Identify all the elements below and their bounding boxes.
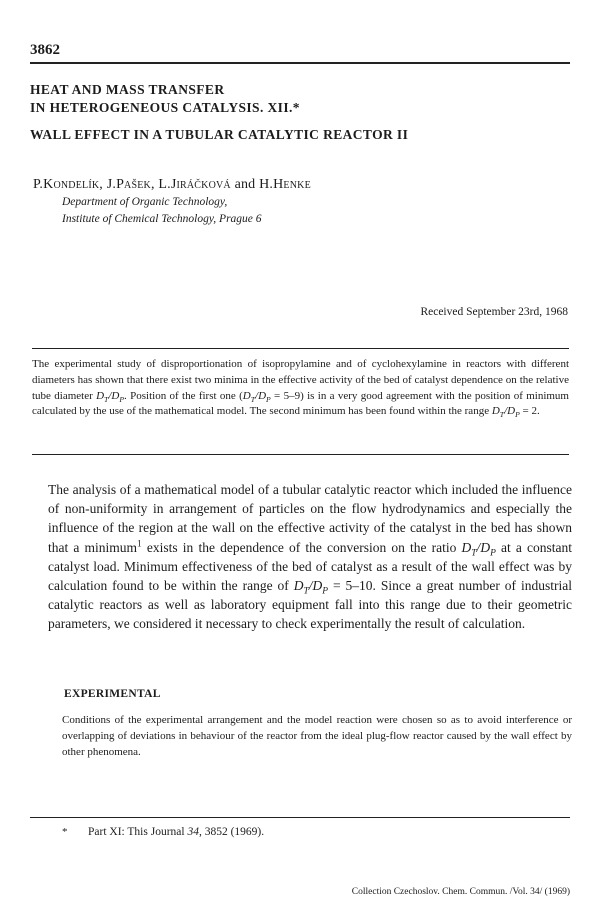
title-line-1: HEAT AND MASS TRANSFER (30, 82, 225, 97)
section-paragraph: Conditions of the experimental arrangement and the model reaction were chosen so as to avoid interference or overlapping of deviations in behaviour of the reactor from the ideal plug-flow reactor caused by the wall effect by other phenomena. (62, 714, 572, 758)
body-paragraph: The analysis of a mathematical model of a tubular catalytic reactor which included the influence of non-uniformity in arrangement of particles on the flow hydrodynamics and especially the influence of the region at the wall on the effective activity of the catalyst in the bed has shown that a minimum$^1$ exists in the dependence of the conversion on the ratio $D_T/D_P$ at a constant catalyst load. Minimum effectiveness of the bed of catalyst as a result of the wall effect was by calculation found to be within the range of $D_T/D_P = 5-10$. Since a great number of industrial catalytic reactors as well as laboratory equipment fall into this range due to their geometric parameters, we considered it necessary to check experimentally the result of calculation. (48, 482, 572, 632)
footnote-rule (30, 817, 570, 818)
header-rule (30, 62, 570, 64)
page-number: 3862 (30, 42, 60, 58)
journal-footer: Collection Czechoslov. Chem. Commun. /Vol. 34/ (1969) (351, 887, 570, 897)
title-line-2: IN HETEROGENEOUS CATALYSIS. XII.* (30, 100, 300, 115)
received-date: Received September 23rd, 1968 (420, 306, 568, 318)
abstract-top-rule (32, 348, 569, 349)
section-heading: EXPERIMENTAL (64, 688, 161, 700)
abstract: The experimental study of disproportionation of isopropylamine and of cyclohexylamine in reactors with different diameters has shown that there exist two minima in the effective activity of the bed of catalyst dependence on the relative tube diameter $D_T/D_P$. Position of the first one $(D_T/D_P = 5-9)$ is in a very good agreement with the position of minimum calculated by the use of the mathematical model. The second minimum has been found within the range $D_T/D_P = 2$. (32, 358, 569, 420)
affiliation-line-2: Institute of Chemical Technology, Prague 6 (62, 213, 262, 225)
authors: P.Kondelík, J.Pašek, L.Jiráčková and H.Henke (33, 177, 311, 192)
footnote: Part XI: This Journal 34, 3852 (1969). (88, 826, 265, 838)
abstract-bottom-rule (32, 454, 569, 455)
footnote-star: * (62, 826, 68, 838)
affiliation-line-1: Department of Organic Technology, (62, 196, 228, 208)
title-line-3: WALL EFFECT IN A TUBULAR CATALYTIC REACTOR II (30, 127, 409, 142)
